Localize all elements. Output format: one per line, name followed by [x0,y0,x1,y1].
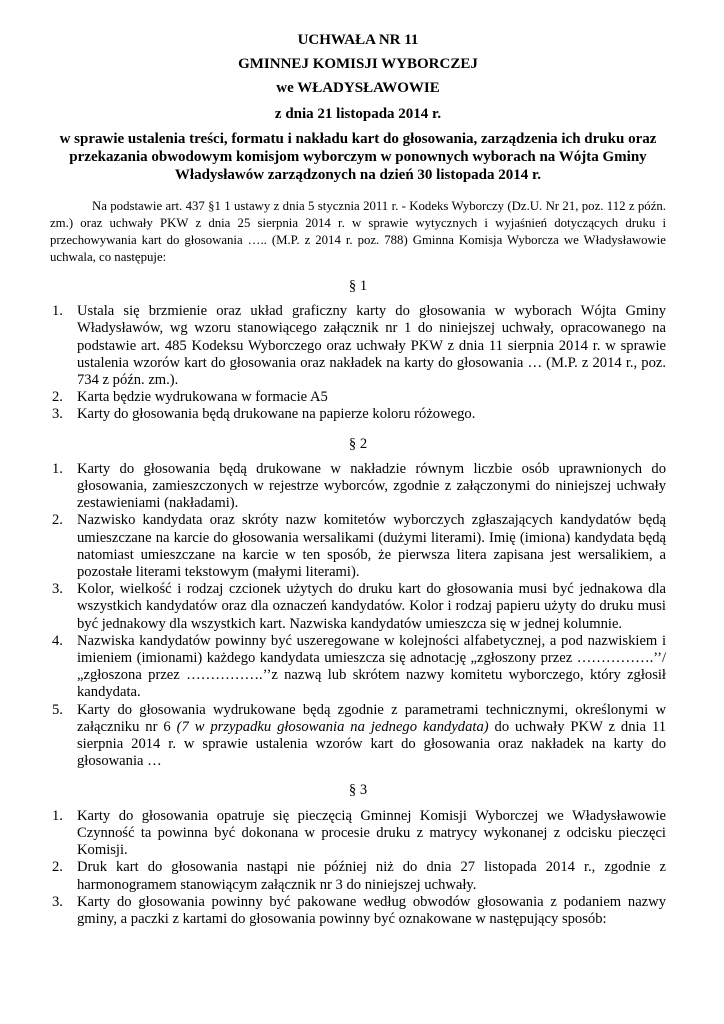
item-number: 2. [52,389,63,406]
item-text: Nazwisko kandydata oraz skróty nazw komitetów wyborczych zgłaszających kandydatów będą umieszczane na karcie do głosowania wersalikami (dużymi literami). Imię (imiona) kandydata będą natomiast umieszczane na karcie w ten sposób, że pierwsza litera zapisana jest wersalikiem, a pozostałe literami tekstowym (małymi literami). [77,512,666,581]
list-item [50,633,666,702]
resolution-number: UCHWAŁA NR 11 [297,32,419,48]
section-1 [50,278,666,424]
item-number: 3. [52,893,63,910]
item-number: 5. [52,701,63,718]
item-text-italic: (7 w przypadku głosowania na jednego kandydata) [176,718,489,735]
item-number: 4. [52,632,63,649]
item-text: Karty do głosowania będą drukowane na papierze koloru różowego. [77,406,476,423]
section-2 [50,436,666,771]
list-item [50,581,666,633]
item-text: Karty do głosowania powinny być pakowane według obwodów głosowania z podaniem nazwy gminy, a paczki z kartami do głosowania powinny być oznakowane w następujący sposób: [77,893,666,927]
section-list [50,303,666,423]
item-text: Karta będzie wydrukowana w formacie A5 [77,389,328,406]
item-text-part: Karty do głosowania wydrukowane będą zgodnie z parametrami technicznymi, określonymi w załączniku nr 6 [77,701,666,735]
list-item [50,389,666,406]
section-list [50,808,666,928]
item-number: 1. [52,460,63,477]
item-text: Druk kart do głosowania nastąpi nie później niż do dnia 27 listopada 2014 r., zgodnie z harmonogramem stanowiącym załącznik nr 3 do niniejszej uchwały. [77,859,666,893]
list-item [50,702,666,771]
section-3 [50,782,666,928]
item-text: Nazwiska kandydatów powinny być uszeregowane w kolejności alfabetycznej, a pod nazwiskiem i imieniem (imionami) każdego kandydata umieszcza się adnotację „zgłoszony przez …………….’’/ „zgłoszona przez …………….’’z nazwą lub skrótem nazwy komitetu wyborczego, który zgłosił kandydata. [77,632,666,701]
item-number: 2. [52,512,63,529]
commission-location: we WŁADYSŁAWOWIE [276,80,440,96]
commission-name: GMINNEJ KOMISJI WYBORCZEJ [238,56,478,72]
resolution-subject: w sprawie ustalenia treści, formatu i nakładu kart do głosowania, zarządzenia ich druku oraz przekazania obwodowym komisjom wyborczym w ponownych wyborach na Wójta Gminy Władysławów zarządzonych na dzień 30 listopada 2014 r. [59,131,657,183]
item-number: 1. [52,303,63,320]
list-item [50,808,666,860]
item-number: 2. [52,859,63,876]
list-item [50,859,666,893]
list-item [50,461,666,513]
item-text: Ustala się brzmienie oraz układ graficzny karty do głosowania w wyborach Wójta Gminy Władysławów, wg wzoru stanowiącego załącznik nr 1 do niniejszej uchwały, opracowanego na podstawie art. 485 Kodeksu Wyborczego oraz uchwały PKW z dnia 11 sierpnia 2014 r. w sprawie ustalenia wzorów kart do głosowania oraz nakładek na karty do głosowania … (M.P. z 2014 r., poz. 734 z późn. zm.). [77,303,666,389]
item-text-part: do uchwały PKW z dnia 11 sierpnia 2014 r. w sprawie ustalenia wzorów kart do głosowania oraz nakładek na karty do głosowania … [77,718,667,770]
resolution-date: z dnia 21 listopada 2014 r. [274,106,442,122]
item-number: 3. [52,406,63,423]
preamble: Na podstawie art. 437 §1 1 ustawy z dnia 5 stycznia 2011 r. - Kodeks Wyborczy (Dz.U. Nr 21, poz. 112 z późn. zm.) oraz uchwały PKW z dnia 25 sierpnia 2014 r. w sprawie wytycznych i wyjaśnień dotyczących druku i przechowywania kart do głosowania ….. (M.P. z 2014 r. poz. 788) Gminna Komisja Wyborcza we Władysławowie uchwala, co następuje: [50,199,666,264]
section-list [50,461,666,771]
item-text: Kolor, wielkość i rodzaj czcionek użytych do druku kart do głosowania musi być jednakowa dla wszystkich kandydatów oraz dla oznaczeń kandydatów. Kolor i rodzaj papieru użyty do druku musi być jednakowy dla wszystkich kart. Nazwiska kandydatów umieszcza się w jednej kolumnie. [77,581,666,632]
item-text: Karty do głosowania opatruje się pieczęcią Gminnej Komisji Wyborczej we Władysławowie Czynność ta powinna być dokonana w procesie druku z matrycy wykonanej z odcisku pieczęci Komisji. [77,807,666,859]
section-mark: § 2 [348,435,368,452]
item-number: 1. [52,807,63,824]
item-text: Karty do głosowania będą drukowane w nakładzie równym liczbie osób uprawnionych do głosowania, zamieszczonych w rejestrze wyborców, zgodnie z załączonymi do niniejszej uchwały zestawieniami (nakładami). [77,460,666,512]
section-mark: § 1 [348,278,368,294]
list-item [50,512,666,581]
item-number: 3. [52,581,63,598]
list-item [50,406,666,423]
list-item [50,894,666,928]
list-item [50,303,666,389]
section-mark: § 3 [348,782,368,799]
